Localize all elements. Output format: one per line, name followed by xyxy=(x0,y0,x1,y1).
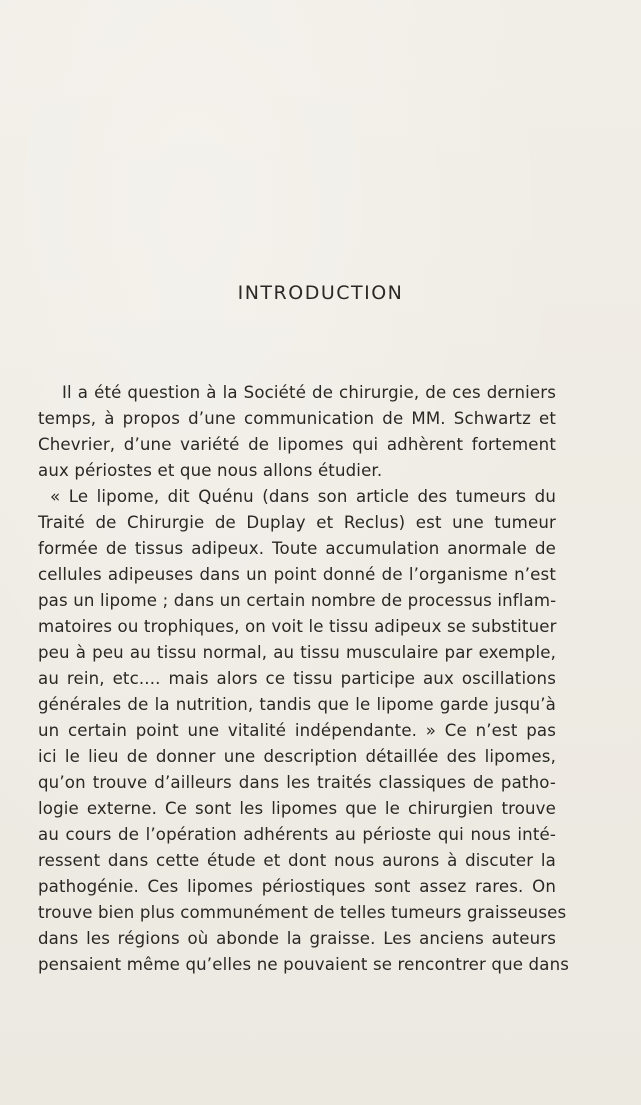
text-line: dans les régions où abonde la graisse. Les anciens auteurs xyxy=(38,929,556,948)
text-line: pensaient même qu’elles ne pouvaient se rencontrer que dans xyxy=(38,955,570,974)
text-line: ici le lieu de donner une description détaillée des lipomes, xyxy=(38,747,556,766)
text-line: trouve bien plus communément de telles tumeurs graisseuses xyxy=(38,903,567,922)
text-line: générales de la nutrition, tandis que le lipome garde jusqu’à xyxy=(38,695,556,714)
text-line: au rein, etc.... mais alors ce tissu participe aux oscillations xyxy=(38,669,556,688)
text-line: au cours de l’opération adhérents au périoste qui nous inté- xyxy=(38,825,556,844)
text-line: temps, à propos d’une communication de MM. Schwartz et xyxy=(38,409,556,428)
text-line: aux périostes et que nous allons étudier. xyxy=(38,461,383,480)
text-line: matoires ou trophiques, on voit le tissu adipeux se substituer xyxy=(38,617,557,636)
text-line: Traité de Chirurgie de Duplay et Reclus) est une tumeur xyxy=(38,513,556,532)
text-line: pas un lipome ; dans un certain nombre de processus inflam- xyxy=(38,591,557,610)
text-line: formée de tissus adipeux. Toute accumulation anormale de xyxy=(38,539,556,558)
text-line: Il a été question à la Société de chirurgie, de ces derniers xyxy=(62,383,556,402)
chapter-title: INTRODUCTION xyxy=(237,282,404,304)
text-line: Chevrier, d’une variété de lipomes qui adhèrent fortement xyxy=(38,435,556,454)
text-line: pathogénie. Ces lipomes périostiques sont assez rares. On xyxy=(38,877,556,896)
text-line: un certain point une vitalité indépendante. » Ce n’est pas xyxy=(38,721,556,740)
text-line: logie externe. Ce sont les lipomes que le chirurgien trouve xyxy=(38,799,556,818)
text-line: qu’on trouve d’ailleurs dans les traités classiques de patho- xyxy=(38,773,556,792)
text-line: peu à peu au tissu normal, au tissu musculaire par exemple, xyxy=(38,643,556,662)
text-line: ressent dans cette étude et dont nous aurons à discuter la xyxy=(38,851,556,870)
text-line: cellules adipeuses dans un point donné de l’organisme n’est xyxy=(38,565,556,584)
body-text xyxy=(38,380,570,978)
text-line: « Le lipome, dit Quénu (dans son article des tumeurs du xyxy=(50,487,556,506)
